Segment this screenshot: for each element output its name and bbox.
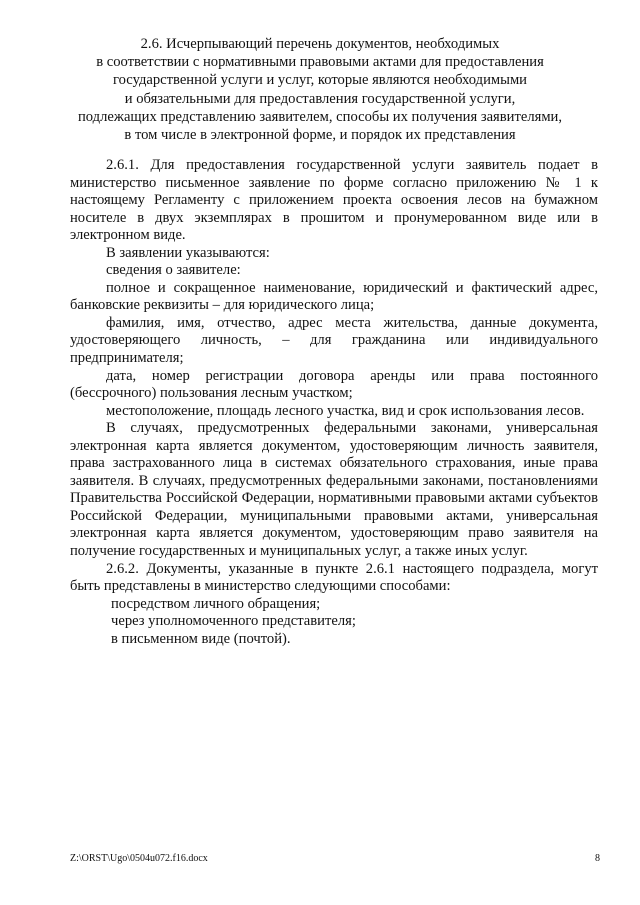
heading-line: в том числе в электронной форме, и порядок их представления bbox=[124, 127, 516, 144]
paragraph-citizen: фамилия, имя, отчество, адрес места жительства, данные документа, удостоверяющего личность, – для гражданина или индивидуального предпринимателя; bbox=[70, 314, 598, 367]
heading-line: 2.6. Исчерпывающий перечень документов, необходимых bbox=[140, 36, 500, 52]
paragraph-lease-date: дата, номер регистрации договора аренды или права постоянного (бессрочного) пользования лесным участком; bbox=[70, 367, 598, 402]
list-item: посредством личного обращения; bbox=[111, 595, 321, 612]
heading-line: государственной услуги и услуг, которые являются необходимыми bbox=[113, 72, 527, 89]
paragraph-2-6-2: 2.6.2. Документы, указанные в пункте 2.6.1 настоящего подраздела, могут быть представлены в министерство следующими способами: bbox=[70, 560, 598, 595]
file-path: Z:\ORST\Ugo\0504u072.f16.docx bbox=[70, 853, 208, 864]
paragraph-application-contents: В заявлении указываются: bbox=[106, 244, 270, 261]
paragraph-location: местоположение, площадь лесного участка, вид и срок использования лесов. bbox=[106, 402, 585, 419]
heading-line: и обязательными для предоставления государственной услуги, bbox=[124, 90, 516, 107]
heading-line: подлежащих представлению заявителем, способы их получения заявителями, bbox=[77, 108, 563, 125]
section-heading bbox=[70, 35, 570, 144]
document-body bbox=[70, 157, 598, 648]
page-number: 8 bbox=[595, 853, 600, 864]
paragraph-electronic-card: В случаях, предусмотренных федеральными законами, универсальная электронная карта является документом, удостоверяющим личность заявителя, права застрахованного лица в системах обязательного страхования, иные права заявителя. В случаях, предусмотренных федеральными законами, постановлениями Правительства Российской Федерации, нормативными правовыми актами субъектов Российской Федерации, муниципальными правовыми актами, универсальная электронная карта является документом, удостоверяющим право заявителя на получение государственных и муниципальных услуг, а также иных услуг. bbox=[70, 420, 598, 560]
paragraph-2-6-1: 2.6.1. Для предоставления государственной услуги заявитель подает в министерство письменное заявление по форме согласно приложению № 1 к настоящему Регламенту с приложением проекта освоения лесов на бумажном носителе в двух экземплярах в прошитом и пронумерованном виде или в электронном виде. bbox=[70, 157, 598, 244]
paragraph-applicant-info: сведения о заявителе: bbox=[106, 262, 241, 279]
paragraph-legal-entity: полное и сокращенное наименование, юридический и фактический адрес, банковские реквизиты – для юридического лица; bbox=[70, 279, 598, 314]
list-item: через уполномоченного представителя; bbox=[111, 613, 356, 630]
heading-line: в соответствии с нормативными правовыми актами для предоставления bbox=[96, 54, 544, 71]
list-item: в письменном виде (почтой). bbox=[111, 630, 291, 647]
